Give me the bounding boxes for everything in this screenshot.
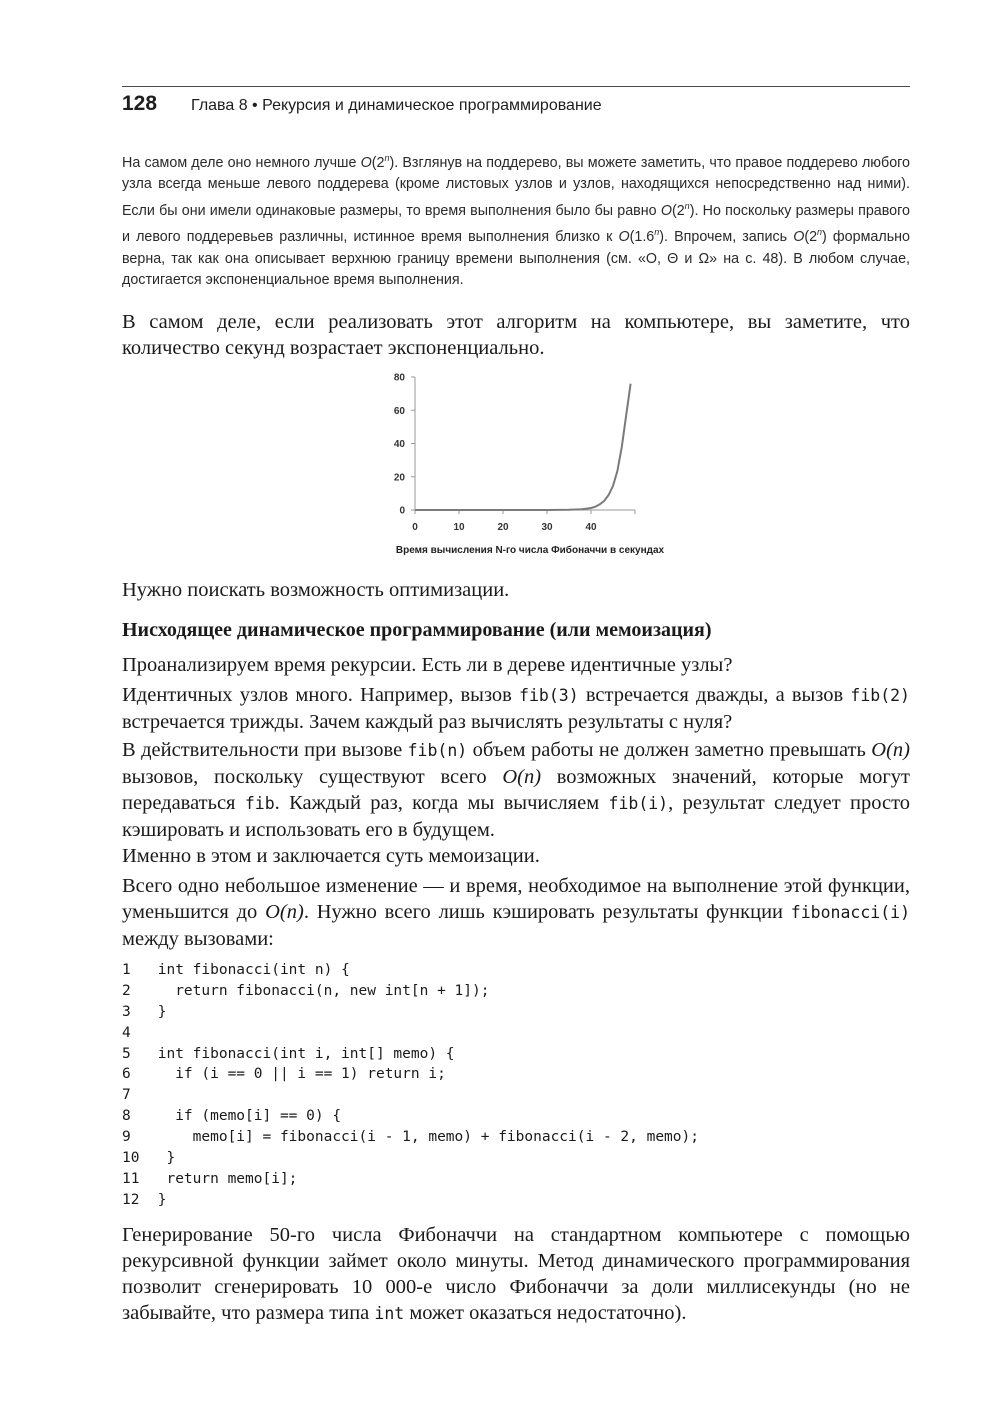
code-text: return fibonacci(n, new int[n + 1]);	[149, 982, 490, 999]
code-line	[122, 1106, 910, 1127]
line-number: 6	[122, 1066, 131, 1083]
fibonacci-time-chart	[382, 365, 682, 565]
line-number: 11	[122, 1170, 140, 1187]
y-tick-label: 40	[393, 439, 405, 450]
code-line	[122, 1127, 910, 1148]
code-listing	[122, 960, 910, 1211]
page-number: 128	[122, 92, 158, 115]
line-number: 1	[122, 962, 131, 978]
code-line	[122, 960, 910, 981]
paragraph-exponential: В самом деле, если реализовать этот алгоритм на компьютере, вы заметите, что количество секунд возрастает экспоненциально.	[122, 311, 910, 359]
line-number: 7	[122, 1087, 131, 1104]
line-number: 3	[122, 1003, 131, 1020]
chart-series-line	[415, 384, 631, 510]
code-text: }	[149, 1191, 167, 1208]
chapter-title: Глава 8 • Рекурсия и динамическое программирование	[191, 97, 602, 114]
paragraph-small-change: Всего одно небольшое изменение — и время, необходимое на выполнение этой функции, уменьшится до O(n). Нужно всего лишь кэшировать результаты функции fibonacci(i) между вызовами:	[122, 875, 911, 950]
section-heading: Нисходящее динамическое программирование (или мемоизация)	[122, 619, 712, 641]
y-tick-label: 20	[393, 472, 405, 484]
code-text: int fibonacci(int i, int[] memo) {	[149, 1045, 455, 1062]
paragraph-analyze: Проанализируем время рекурсии. Есть ли в дереве идентичные узлы?	[122, 654, 733, 676]
chart-ticks	[394, 373, 635, 534]
line-number: 10	[122, 1150, 140, 1167]
code-line	[122, 1064, 910, 1085]
running-header	[122, 92, 910, 122]
y-tick-label: 80	[393, 372, 405, 384]
x-tick-label: 0	[412, 522, 418, 533]
x-tick-label: 20	[497, 522, 509, 533]
line-number: 5	[122, 1045, 131, 1062]
code-text: }	[149, 1150, 176, 1167]
line-number: 8	[122, 1108, 131, 1125]
line-number: 4	[122, 1024, 131, 1041]
y-tick-label: 0	[399, 505, 405, 517]
code-text: if (memo[i] == 0) {	[149, 1108, 342, 1125]
x-tick-label: 30	[541, 522, 553, 533]
code-text: }	[149, 1003, 167, 1020]
code-text: return memo[i];	[149, 1170, 298, 1187]
line-number: 2	[122, 982, 131, 999]
code-line	[122, 981, 910, 1002]
chart-title: Время вычисления N-го числа Фибоначчи в секундах	[395, 545, 665, 556]
code-line	[122, 1169, 910, 1190]
x-tick-label: 10	[453, 522, 465, 533]
code-line	[122, 1044, 910, 1065]
paragraph-conclusion: Генерирование 50-го числа Фибоначчи на стандартном компьютере с помощью рекурсивной функции займет около минуты. Метод динамического программирования позволит сгенерировать 10 000-е число Фибоначчи за доли миллисекунды (но не забывайте, что размера типа int может оказаться недостаточно).	[122, 1224, 910, 1324]
code-text: int fibonacci(int n) {	[149, 962, 350, 978]
code-line	[122, 1190, 910, 1211]
paragraph-memoization: Именно в этом и заключается суть мемоизации.	[122, 845, 540, 867]
y-tick-label: 60	[393, 405, 405, 417]
code-text: memo[i] = fibonacci(i - 1, memo) + fibonacci(i - 2, memo);	[149, 1129, 699, 1146]
paragraph-optimize: Нужно поискать возможность оптимизации.	[122, 579, 510, 601]
line-number: 12	[122, 1191, 140, 1208]
note-paragraph: На самом деле оно немного лучше O(2$^n$). Взглянув на поддерево, вы можете заметить, что правое поддерево любого узла всегда меньше левого поддерева (кроме листовых узлов и узлов, находящихся непосредственно над ними). Если бы они имели одинаковые размеры, то время выполнения было бы равно O(2$^n$). Но поскольку размеры правого и левого поддеревьев различны, истинное время выполнения близко к O(1.6$^n$). Впрочем, запись O(2$^n$) формально верна, так как она описывает верхнюю границу времени выполнения (см. «O, Θ и Ω» на с. 48). В любом случае, достигается экспоненциальное время выполнения.	[122, 153, 911, 289]
header-rule	[122, 86, 910, 87]
code-line	[122, 1085, 910, 1106]
chart-axes	[415, 377, 635, 510]
code-text: if (i == 0 || i == 1) return i;	[149, 1066, 446, 1083]
paragraph-caching: В действительности при вызове fib(n) объем работы не должен заметно превышать O(n) вызовов, поскольку существуют всего O(n) возможных значений, которые могут передаваться fib. Каждый раз, когда мы вычисляем fib(i), результат следует просто кэшировать и использовать его в будущем.	[122, 739, 911, 841]
code-line	[122, 1148, 910, 1169]
x-tick-label: 40	[585, 522, 597, 533]
line-number: 9	[122, 1129, 131, 1146]
paragraph-identical-nodes: Идентичных узлов много. Например, вызов fib(3) встречается дважды, а вызов fib(2) встречается трижды. Зачем каждый раз вычислять результаты с нуля?	[122, 684, 910, 733]
code-line	[122, 1023, 910, 1044]
code-line	[122, 1002, 910, 1023]
